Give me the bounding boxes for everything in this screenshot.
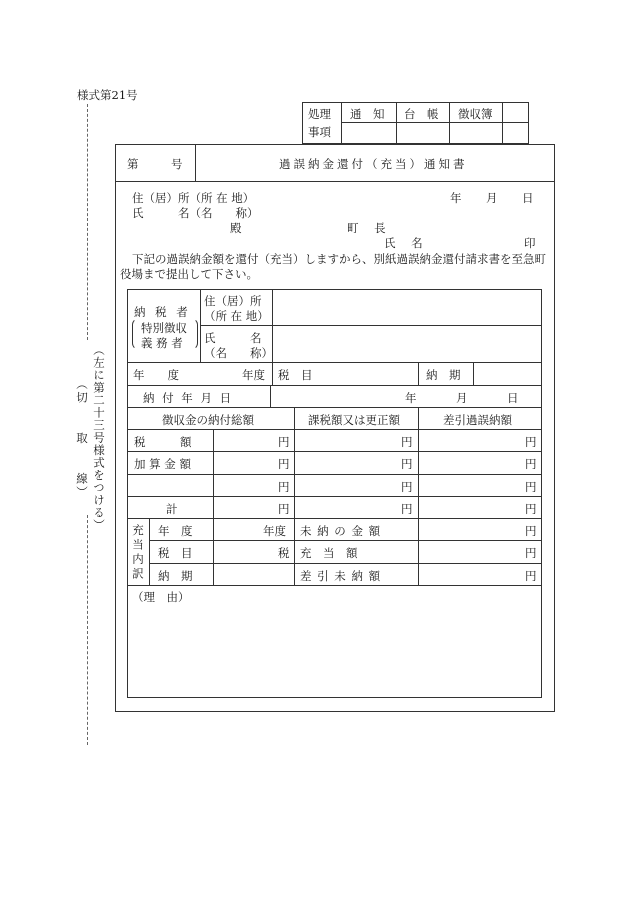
tax-amount-label: 税 額 bbox=[134, 435, 192, 449]
dono-label: 殿 bbox=[230, 221, 242, 235]
table-address-label: 住（居）所 bbox=[204, 294, 262, 308]
yen-4a: 円 bbox=[278, 502, 290, 516]
col-overpaid: 差引過誤納額 bbox=[443, 413, 512, 427]
yen-2a: 円 bbox=[278, 457, 290, 471]
address-label: 住（居）所（所 在 地） bbox=[132, 191, 255, 205]
yen-2c: 円 bbox=[525, 457, 537, 471]
name-label: 氏 名（名 称） bbox=[132, 206, 259, 220]
yen-1b: 円 bbox=[401, 435, 413, 449]
appropriation-tax-label: 税 目 bbox=[158, 546, 193, 560]
net-unpaid-label: 差 引 未 納 額 bbox=[300, 569, 382, 583]
notice-line-2: 役場まで提出して下さい。 bbox=[120, 267, 258, 281]
cut-line-lower bbox=[87, 515, 88, 745]
yen-3a: 円 bbox=[278, 480, 290, 494]
unpaid-amount-label: 未 納 の 金 額 bbox=[300, 524, 382, 538]
additional-amount-label: 加 算 金 額 bbox=[134, 457, 191, 471]
yen-4c: 円 bbox=[525, 502, 537, 516]
appropriation-label: 充当内訳 bbox=[131, 524, 145, 582]
payment-date-year: 年 bbox=[405, 391, 417, 405]
date-year: 年 bbox=[450, 191, 462, 205]
yen-1a: 円 bbox=[278, 435, 290, 449]
seal-label: 印 bbox=[524, 236, 536, 250]
payment-date-label: 納 付 年 月 日 bbox=[143, 391, 234, 405]
cut-line-upper bbox=[87, 104, 88, 340]
appropriation-year-label: 年 度 bbox=[158, 524, 193, 538]
cut-note: （左に第二十三号様式をつける） bbox=[92, 344, 106, 532]
daicho-label: 台 帳 bbox=[404, 107, 439, 121]
yen-5: 円 bbox=[525, 524, 537, 538]
yen-7: 円 bbox=[525, 569, 537, 583]
fiscal-year-label: 年 度 bbox=[133, 368, 179, 382]
shori-label: 処理 bbox=[308, 107, 331, 121]
form-title: 過誤納金還付（充当）通知書 bbox=[279, 157, 468, 171]
details-table bbox=[127, 289, 542, 698]
mayor-name-label: 氏 名 bbox=[384, 236, 429, 250]
special-collector-label-1: 特別徴収 bbox=[141, 321, 187, 335]
number-go: 号 bbox=[171, 157, 183, 171]
total-label: 計 bbox=[166, 502, 178, 516]
table-name-sub-label: （名 称） bbox=[204, 346, 273, 360]
yen-6: 円 bbox=[525, 546, 537, 560]
mayor-label: 町 長 bbox=[347, 221, 392, 235]
appropriated-amount-label: 充 当 額 bbox=[300, 546, 358, 560]
yen-1c: 円 bbox=[525, 435, 537, 449]
payment-period-label: 納 期 bbox=[426, 368, 461, 382]
appropriation-year-suffix: 年度 bbox=[263, 524, 286, 538]
tax-item-label: 税 目 bbox=[278, 368, 313, 382]
choshubo-label: 徴収簿 bbox=[458, 107, 493, 121]
appropriation-tax-suffix: 税 bbox=[278, 546, 290, 560]
reason-label: （理 由） bbox=[132, 590, 190, 604]
payment-date-month: 月 bbox=[456, 391, 468, 405]
yen-4b: 円 bbox=[401, 502, 413, 516]
date-day: 日 bbox=[522, 191, 534, 205]
col-total-paid: 徴収金の納付総額 bbox=[162, 413, 254, 427]
jiko-label: 事項 bbox=[308, 125, 331, 139]
col-assessed: 課税額又は更正額 bbox=[308, 413, 400, 427]
tsuchi-label: 通 知 bbox=[350, 107, 385, 121]
payment-date-day: 日 bbox=[507, 391, 519, 405]
table-address-sub-label: （所 在 地） bbox=[204, 309, 269, 323]
table-name-label: 氏 名 bbox=[204, 331, 262, 345]
cut-line-label: （切 取 線） bbox=[75, 378, 89, 500]
taxpayer-label: 納 税 者 bbox=[134, 305, 191, 319]
form-number: 様式第21号 bbox=[77, 88, 138, 102]
appropriation-period-label: 納 期 bbox=[158, 569, 193, 583]
notice-line-1: 下記の過誤納金額を還付（充当）しますから、別紙過誤納金還付請求書を至急町 bbox=[132, 252, 546, 266]
date-month: 月 bbox=[486, 191, 498, 205]
number-dai: 第 bbox=[127, 157, 139, 171]
special-collector-label-2: 義 務 者 bbox=[141, 336, 183, 350]
yen-3c: 円 bbox=[525, 480, 537, 494]
fiscal-year-suffix: 年度 bbox=[242, 368, 265, 382]
yen-2b: 円 bbox=[401, 457, 413, 471]
yen-3b: 円 bbox=[401, 480, 413, 494]
